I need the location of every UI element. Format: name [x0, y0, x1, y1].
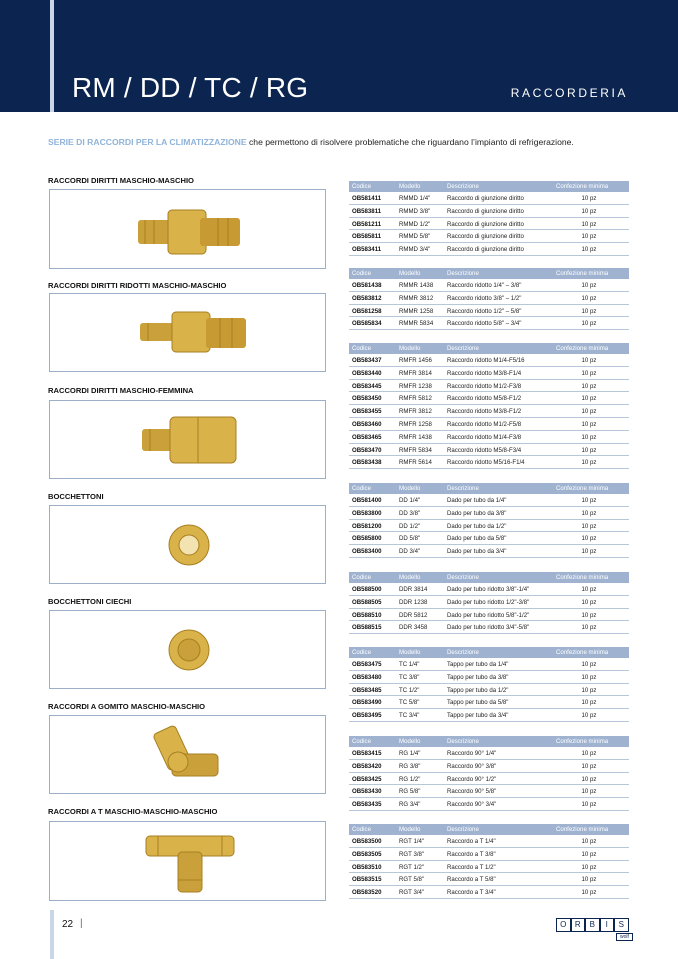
cell-desc: Raccordo ridotto 1/4" – 3/8" [447, 282, 522, 289]
male-female-fitting-illustration [50, 401, 327, 480]
cell-code: OB583495 [352, 712, 382, 720]
product-table [349, 181, 629, 256]
logo-letter: B [585, 918, 600, 932]
cell-qty: 10 pz [581, 233, 597, 241]
column-header-code: Codice [352, 649, 371, 656]
cell-qty: 10 pz [581, 876, 597, 884]
table-row [349, 317, 629, 330]
orbis-logo [556, 918, 629, 932]
intro-text [48, 137, 648, 147]
cell-qty: 10 pz [581, 788, 597, 796]
cell-desc: Raccordo ridotto M3/8-F1/4 [447, 369, 522, 377]
category-label: RACCORDI DIRITTI MASCHIO-FEMMINA [48, 386, 194, 395]
cell-desc: Raccordo ridotto M5/8-F1/2 [447, 395, 522, 403]
product-table [349, 343, 629, 469]
column-header-qty: Confezione minima [556, 485, 609, 492]
cell-qty: 10 pz [581, 220, 597, 228]
cell-qty: 10 pz [581, 294, 597, 302]
tee-fitting-illustration [50, 822, 327, 902]
column-header-qty: Confezione minima [556, 345, 609, 352]
cell-model: RG 3/8" [399, 762, 421, 770]
table-row [349, 494, 629, 507]
cell-qty: 10 pz [581, 522, 597, 530]
cell-desc: Raccordo ridotto M5/16-F1/4 [447, 459, 525, 467]
column-header-model: Modello [399, 649, 421, 656]
cell-model: DD 1/4" [399, 497, 421, 504]
table-row [349, 507, 629, 520]
cell-code: OB581438 [352, 282, 382, 289]
table-row [349, 798, 629, 811]
intro-highlight: SERIE DI RACCORDI PER LA CLIMATIZZAZIONE [48, 137, 247, 147]
cell-code: OB583515 [352, 876, 382, 884]
table-row [349, 658, 629, 671]
table-header [349, 268, 629, 279]
cell-code: OB583480 [352, 673, 382, 681]
cell-qty: 10 pz [581, 369, 597, 377]
cell-desc: Raccordo di giunzione diritto [447, 233, 524, 241]
category-label: RACCORDI A T MASCHIO-MASCHIO-MASCHIO [48, 807, 218, 816]
cell-code: OB588515 [352, 624, 382, 632]
cell-desc: Raccordo ridotto 5/8" – 3/4" [447, 320, 522, 328]
column-header-model: Modello [399, 574, 421, 581]
cell-code: OB583435 [352, 801, 382, 809]
cell-model: RMFR 3812 [399, 408, 432, 416]
table-row [349, 886, 629, 899]
cell-code: OB583420 [352, 762, 382, 770]
column-header-desc: Descrizione [447, 270, 479, 277]
cell-desc: Dado per tubo da 3/4" [447, 548, 507, 556]
cell-model: RG 3/4" [399, 801, 421, 809]
cell-desc: Raccordo 90° 1/4" [447, 750, 497, 757]
cell-qty: 10 pz [581, 207, 597, 215]
cell-code: OB583490 [352, 699, 382, 707]
cell-qty: 10 pz [581, 433, 597, 441]
product-image-bocchettoni-ciechi [49, 610, 326, 689]
cell-code: OB583465 [352, 433, 382, 441]
page-header [0, 0, 678, 112]
cell-model: RGT 3/8" [399, 850, 425, 858]
cell-qty: 10 pz [581, 762, 597, 770]
cell-code: OB583455 [352, 408, 382, 416]
cap-nut-illustration [50, 611, 327, 690]
cell-code: OB583811 [352, 207, 382, 215]
cell-code: OB583438 [352, 459, 382, 467]
cell-desc: Tappo per tubo da 3/4" [447, 712, 509, 720]
column-header-desc: Descrizione [447, 738, 479, 745]
table-header [349, 824, 629, 835]
cell-qty: 10 pz [581, 282, 597, 289]
cell-code: OB583510 [352, 863, 382, 871]
cell-code: OB583400 [352, 548, 382, 556]
cell-qty: 10 pz [581, 459, 597, 467]
table-row [349, 773, 629, 786]
cell-desc: Tappo per tubo da 1/2" [447, 686, 509, 694]
cell-code: OB583445 [352, 382, 382, 390]
cell-qty: 10 pz [581, 686, 597, 694]
cell-model: RMFR 1438 [399, 433, 432, 441]
cell-desc: Dado per tubo da 5/8" [447, 535, 507, 543]
category-label: BOCCHETTONI CIECHI [48, 597, 132, 606]
column-header-code: Codice [352, 345, 371, 352]
table-row [349, 696, 629, 709]
table-header [349, 572, 629, 583]
product-table [349, 483, 629, 558]
cell-code: OB583485 [352, 686, 382, 694]
cell-desc: Dado per tubo ridotto 3/4"-5/8" [447, 624, 530, 632]
cell-code: OB583425 [352, 775, 382, 783]
cell-desc: Dado per tubo ridotto 5/8"-1/2" [447, 611, 530, 619]
column-header-qty: Confezione minima [556, 649, 609, 656]
cell-code: OB583440 [352, 369, 382, 377]
cell-code: OB583520 [352, 889, 382, 897]
cell-qty: 10 pz [581, 775, 597, 783]
column-header-qty: Confezione minima [556, 270, 609, 277]
cell-qty: 10 pz [581, 420, 597, 428]
table-row [349, 545, 629, 558]
cell-desc: Raccordo ridotto M1/4-F3/8 [447, 433, 522, 441]
cell-code: OB585811 [352, 233, 382, 241]
column-header-qty: Confezione minima [556, 738, 609, 745]
section-title: RACCORDERIA [510, 86, 628, 100]
column-header-model: Modello [399, 485, 421, 492]
cell-code: OB583460 [352, 420, 382, 428]
cell-model: RMFR 1456 [399, 357, 432, 364]
cell-desc: Raccordo ridotto M1/2-F3/8 [447, 382, 522, 390]
column-header-desc: Descrizione [447, 485, 479, 492]
product-table [349, 647, 629, 722]
column-header-desc: Descrizione [447, 183, 479, 190]
column-header-desc: Descrizione [447, 649, 479, 656]
cell-qty: 10 pz [581, 673, 597, 681]
table-row [349, 861, 629, 874]
logo-letter: O [556, 918, 571, 932]
cell-code: OB588500 [352, 586, 382, 593]
cell-model: RMMD 3/8" [399, 207, 431, 215]
product-table [349, 572, 629, 634]
cell-model: DDR 3814 [399, 586, 428, 593]
cell-qty: 10 pz [581, 357, 597, 364]
cell-desc: Tappo per tubo da 1/4" [447, 661, 509, 668]
cell-desc: Raccordo a T 3/8" [447, 850, 496, 858]
cell-desc: Raccordo ridotto 3/8" – 1/2" [447, 294, 522, 302]
cell-desc: Raccordo di giunzione diritto [447, 207, 524, 215]
cell-qty: 10 pz [581, 586, 597, 593]
cell-desc: Raccordo ridotto M5/8-F3/4 [447, 446, 522, 454]
table-row [349, 848, 629, 861]
column-header-model: Modello [399, 738, 421, 745]
table-row [349, 418, 629, 431]
cell-code: OB581400 [352, 497, 382, 504]
cell-code: OB585800 [352, 535, 382, 543]
footer-stripe [50, 910, 54, 959]
cell-desc: Raccordo a T 1/2" [447, 863, 496, 871]
table-row [349, 380, 629, 393]
table-row [349, 684, 629, 697]
cell-code: OB581200 [352, 522, 382, 530]
cell-desc: Raccordo di giunzione diritto [447, 195, 524, 202]
cell-model: RGT 1/4" [399, 838, 425, 845]
column-header-qty: Confezione minima [556, 826, 609, 833]
elbow-fitting-illustration [50, 716, 327, 795]
cell-code: OB583411 [352, 246, 382, 254]
cell-code: OB583415 [352, 750, 382, 757]
table-row [349, 609, 629, 622]
cell-qty: 10 pz [581, 320, 597, 328]
category-label: RACCORDI A GOMITO MASCHIO-MASCHIO [48, 702, 206, 711]
reduced-fitting-illustration [50, 294, 327, 373]
cell-code: OB581211 [352, 220, 382, 228]
cell-qty: 10 pz [581, 624, 597, 632]
category-label: RACCORDI DIRITTI MASCHIO-MASCHIO [48, 176, 194, 185]
cell-model: RMMD 1/4" [399, 195, 431, 202]
table-header [349, 647, 629, 658]
cell-desc: Raccordo 90° 3/4" [447, 801, 497, 809]
cell-model: TC 3/4" [399, 712, 420, 720]
table-row [349, 305, 629, 318]
cell-code: OB588510 [352, 611, 382, 619]
nut-illustration [50, 506, 327, 585]
table-header [349, 181, 629, 192]
product-table [349, 824, 629, 899]
cell-code: OB588505 [352, 598, 382, 606]
table-row [349, 405, 629, 418]
cell-desc: Raccordo ridotto M1/2-F5/8 [447, 420, 522, 428]
column-header-code: Codice [352, 270, 371, 277]
cell-code: OB583475 [352, 661, 382, 668]
page-number: 22 [62, 919, 74, 930]
table-row [349, 835, 629, 848]
cell-desc: Dado per tubo ridotto 3/8"-1/4" [447, 586, 530, 593]
cell-code: OB585834 [352, 320, 382, 328]
cell-qty: 10 pz [581, 801, 597, 809]
table-row [349, 392, 629, 405]
column-header-model: Modello [399, 826, 421, 833]
cell-model: RMMR 1258 [399, 307, 434, 315]
table-row [349, 444, 629, 457]
column-header-code: Codice [352, 738, 371, 745]
cell-qty: 10 pz [581, 548, 597, 556]
cell-qty: 10 pz [581, 889, 597, 897]
table-row [349, 205, 629, 218]
cell-qty: 10 pz [581, 307, 597, 315]
cell-model: RG 5/8" [399, 788, 421, 796]
table-header [349, 736, 629, 747]
table-row [349, 279, 629, 292]
cell-qty: 10 pz [581, 382, 597, 390]
cell-qty: 10 pz [581, 712, 597, 720]
cell-model: RG 1/2" [399, 775, 421, 783]
cell-desc: Raccordo di giunzione diritto [447, 220, 524, 228]
table-row [349, 873, 629, 886]
logo-letter: S [614, 918, 629, 932]
cell-qty: 10 pz [581, 598, 597, 606]
cell-model: RMMR 3812 [399, 294, 434, 302]
cell-qty: 10 pz [581, 750, 597, 757]
table-header [349, 343, 629, 354]
cell-qty: 10 pz [581, 195, 597, 202]
table-row [349, 354, 629, 367]
cell-desc: Raccordo ridotto 1/2" – 5/8" [447, 307, 522, 315]
table-row [349, 243, 629, 256]
product-image-bocchettoni [49, 505, 326, 584]
cell-qty: 10 pz [581, 838, 597, 845]
table-row [349, 747, 629, 760]
table-row [349, 583, 629, 596]
column-header-code: Codice [352, 485, 371, 492]
table-row [349, 709, 629, 722]
cell-qty: 10 pz [581, 509, 597, 517]
column-header-desc: Descrizione [447, 826, 479, 833]
cell-code: OB583505 [352, 850, 382, 858]
cell-desc: Tappo per tubo da 5/8" [447, 699, 509, 707]
table-row [349, 532, 629, 545]
cell-model: DDR 5812 [399, 611, 428, 619]
cell-code: OB583470 [352, 446, 382, 454]
cell-desc: Tappo per tubo da 3/8" [447, 673, 509, 681]
table-header [349, 483, 629, 494]
column-header-qty: Confezione minima [556, 574, 609, 581]
cell-code: OB583450 [352, 395, 382, 403]
column-header-code: Codice [352, 826, 371, 833]
table-row [349, 671, 629, 684]
table-row [349, 292, 629, 305]
table-row [349, 760, 629, 773]
column-header-code: Codice [352, 183, 371, 190]
cell-code: OB583437 [352, 357, 382, 364]
cell-qty: 10 pz [581, 246, 597, 254]
cell-model: RG 1/4" [399, 750, 421, 757]
cell-qty: 10 pz [581, 535, 597, 543]
category-label: BOCCHETTONI [48, 492, 104, 501]
column-header-qty: Confezione minima [556, 183, 609, 190]
column-header-code: Codice [352, 574, 371, 581]
logo-letter: I [600, 918, 615, 932]
cell-model: RMFR 1258 [399, 420, 432, 428]
cell-model: RGT 1/2" [399, 863, 425, 871]
cell-desc: Dado per tubo ridotto 1/2"-3/8" [447, 598, 530, 606]
product-table [349, 736, 629, 811]
product-image-tee [49, 821, 326, 901]
cell-desc: Dado per tubo da 1/4" [447, 497, 507, 504]
page-separator: | [80, 918, 83, 929]
cell-model: RMFR 5834 [399, 446, 432, 454]
logo-subtext: wolf [616, 933, 633, 941]
table-row [349, 431, 629, 444]
table-row [349, 621, 629, 634]
product-image-elbow [49, 715, 326, 794]
cell-model: RGT 5/8" [399, 876, 425, 884]
cell-model: DDR 1238 [399, 598, 428, 606]
cell-model: TC 3/8" [399, 673, 420, 681]
cell-qty: 10 pz [581, 408, 597, 416]
cell-desc: Dado per tubo da 3/8" [447, 509, 507, 517]
cell-desc: Raccordo 90° 3/8" [447, 762, 497, 770]
cell-desc: Raccordo a T 3/4" [447, 889, 496, 897]
cell-model: RMFR 5614 [399, 459, 432, 467]
cell-code: OB581258 [352, 307, 382, 315]
cell-model: DD 1/2" [399, 522, 421, 530]
cell-model: DD 5/8" [399, 535, 421, 543]
intro-body: che permettono di risolvere problematiche che riguardano l’impianto di refrigerazione. [246, 137, 574, 147]
cell-model: TC 1/2" [399, 686, 420, 694]
cell-model: DD 3/4" [399, 548, 421, 556]
cell-desc: Dado per tubo da 1/2" [447, 522, 507, 530]
logo-letter: R [571, 918, 586, 932]
page-title: RM / DD / TC / RG [72, 72, 309, 103]
cell-model: RMFR 1238 [399, 382, 432, 390]
cell-model: RMMD 1/2" [399, 220, 431, 228]
cell-qty: 10 pz [581, 497, 597, 504]
cell-desc: Raccordo 90° 1/2" [447, 775, 497, 783]
cell-model: DD 3/8" [399, 509, 421, 517]
cell-desc: Raccordo 90° 5/8" [447, 788, 497, 796]
straight-fitting-illustration [50, 190, 327, 270]
cell-code: OB583812 [352, 294, 382, 302]
column-header-desc: Descrizione [447, 345, 479, 352]
column-header-desc: Descrizione [447, 574, 479, 581]
category-label: RACCORDI DIRITTI RIDOTTI MASCHIO-MASCHIO [48, 281, 227, 290]
table-row [349, 785, 629, 798]
table-row [349, 367, 629, 380]
cell-code: OB583430 [352, 788, 382, 796]
product-table [349, 268, 629, 330]
cell-model: RMMR 5834 [399, 320, 434, 328]
cell-desc: Raccordo ridotto M1/4-F5/16 [447, 357, 525, 364]
cell-code: OB581411 [352, 195, 382, 202]
column-header-model: Modello [399, 345, 421, 352]
cell-model: RMFR 3814 [399, 369, 432, 377]
cell-code: OB583800 [352, 509, 382, 517]
cell-model: RMMD 5/8" [399, 233, 431, 241]
cell-qty: 10 pz [581, 850, 597, 858]
cell-desc: Raccordo ridotto M3/8-F1/2 [447, 408, 522, 416]
cell-qty: 10 pz [581, 661, 597, 668]
table-row [349, 596, 629, 609]
product-image-straight-mf [49, 400, 326, 479]
table-row [349, 218, 629, 231]
cell-model: RMMR 1438 [399, 282, 434, 289]
cell-qty: 10 pz [581, 863, 597, 871]
column-header-model: Modello [399, 183, 421, 190]
cell-code: OB583500 [352, 838, 382, 845]
cell-qty: 10 pz [581, 611, 597, 619]
cell-qty: 10 pz [581, 446, 597, 454]
table-row [349, 520, 629, 533]
column-header-model: Modello [399, 270, 421, 277]
cell-qty: 10 pz [581, 395, 597, 403]
cell-model: TC 1/4" [399, 661, 420, 668]
cell-model: RGT 3/4" [399, 889, 425, 897]
cell-desc: Raccordo a T 5/8" [447, 876, 496, 884]
cell-qty: 10 pz [581, 699, 597, 707]
cell-model: DDR 3458 [399, 624, 428, 632]
cell-model: RMFR 5812 [399, 395, 432, 403]
header-stripe [50, 0, 54, 112]
table-row [349, 192, 629, 205]
product-image-reduced-mm [49, 293, 326, 372]
table-row [349, 230, 629, 243]
cell-model: RMMD 3/4" [399, 246, 431, 254]
product-image-straight-mm [49, 189, 326, 269]
cell-desc: Raccordo a T 1/4" [447, 838, 496, 845]
cell-desc: Raccordo di giunzione diritto [447, 246, 524, 254]
cell-model: TC 5/8" [399, 699, 420, 707]
table-row [349, 456, 629, 469]
